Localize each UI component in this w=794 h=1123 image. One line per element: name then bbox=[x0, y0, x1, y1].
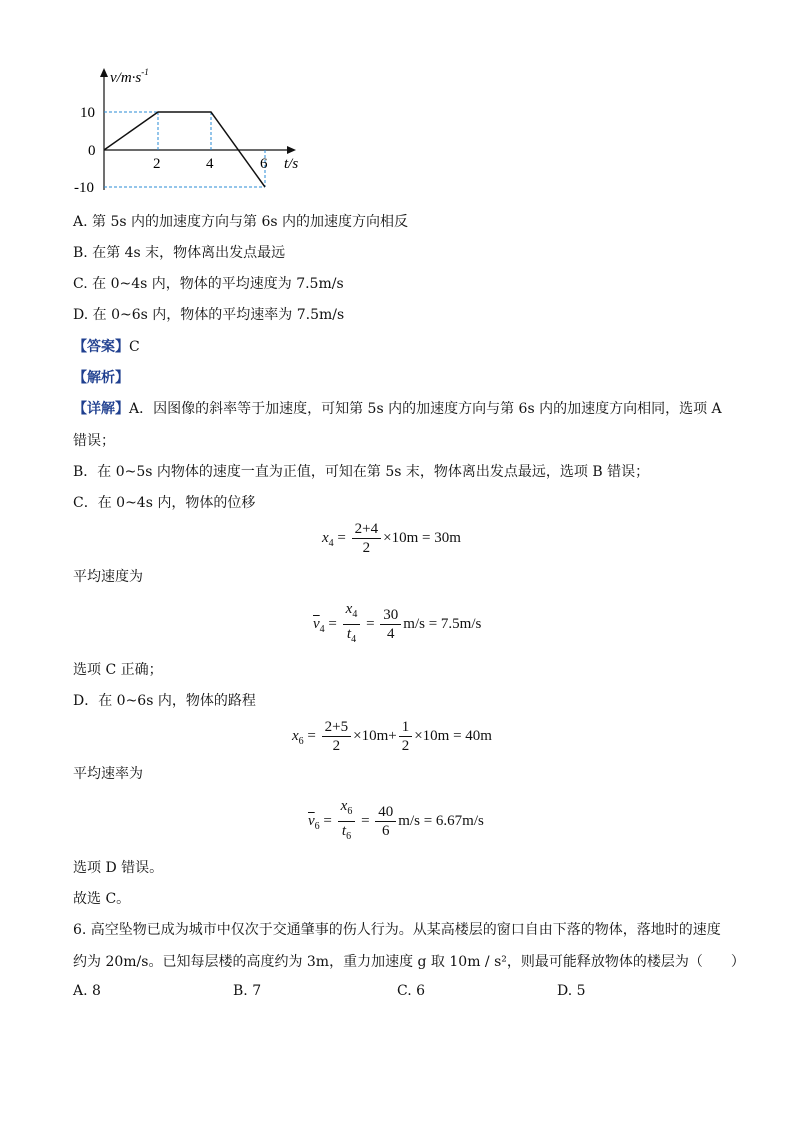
y-tick-minus10: -10 bbox=[74, 180, 94, 196]
analysis-tag: 【解析】 bbox=[73, 370, 129, 386]
option-d: D. 在 0~6s 内，物体的平均速率为 7.5m/s bbox=[73, 307, 345, 323]
option-a: A. 第 5s 内的加速度方向与第 6s 内的加速度方向相反 bbox=[73, 214, 408, 230]
detail-line-d-no: 选项 D 错误。 bbox=[73, 860, 164, 876]
answer-line bbox=[73, 337, 140, 357]
question6-line2: 约为 20m/s。已知每层楼的高度约为 3m，重力加速度 g 取 10m / s²，则最可能释放物体的楼层为（ ） bbox=[73, 954, 745, 970]
detail-line-a2: 错误； bbox=[73, 433, 115, 449]
x-tick-2: 2 bbox=[153, 156, 161, 172]
formula-displacement-4: $x_4$ = $\frac{2+4}{2}$ ×10m = 30m bbox=[322, 521, 461, 556]
x-axis-arrow bbox=[287, 146, 296, 154]
question6-option-d: D. 5 bbox=[557, 983, 586, 999]
option-b: B. 在第 4s 末，物体离出发点最远 bbox=[73, 245, 286, 261]
detail-text-a1: A．因图像的斜率等于加速度，可知第 5s 内的加速度方向与第 6s 内的加速度方向相同，选项 A bbox=[129, 401, 722, 417]
detail-line-d1: D．在 0~6s 内，物体的路程 bbox=[73, 693, 256, 709]
detail-line-pick: 故选 C。 bbox=[73, 891, 131, 907]
question6-line1: 6. 高空坠物已成为城市中仅次于交通肇事的伤人行为。从某高楼层的窗口自由下落的物体，落地时的速度 bbox=[73, 922, 721, 938]
x-tick-4: 4 bbox=[206, 156, 214, 172]
x-axis-label: t/s bbox=[284, 156, 299, 172]
detail-tag: 【详解】 bbox=[73, 401, 129, 417]
x-tick-6: 6 bbox=[260, 156, 268, 172]
formula-path-6: $x_6$ = $\frac{2+5}{2}$ ×10m+ $\frac{1}{2}$ ×10m = 40m bbox=[292, 719, 492, 754]
detail-line-c-avg: 平均速度为 bbox=[73, 569, 143, 585]
y-tick-10: 10 bbox=[80, 105, 95, 121]
velocity-time-graph bbox=[70, 62, 320, 202]
answer-tag: 【答案】 bbox=[73, 339, 129, 355]
detail-line-a1 bbox=[73, 399, 722, 419]
detail-line-c-ok: 选项 C 正确； bbox=[73, 662, 163, 678]
formula-avg-velocity-4: $\overline{v}_4$ = $\frac{x_4}{t_4}$ = $\frac{30}{4}$ m/s = 7.5m/s bbox=[313, 601, 482, 645]
question6-option-b: B. 7 bbox=[233, 983, 262, 999]
option-c: C. 在 0~4s 内，物体的平均速度为 7.5m/s bbox=[73, 276, 344, 292]
y-axis-label: $v/m\cdot s^{-1}$ bbox=[110, 67, 149, 86]
analysis-heading bbox=[73, 368, 129, 388]
formula-avg-speed-6: $\overline{v}_6$ = $\frac{x_6}{t_6}$ = $\frac{40}{6}$ m/s = 6.67m/s bbox=[308, 798, 484, 842]
detail-line-c1: C．在 0~4s 内，物体的位移 bbox=[73, 495, 256, 511]
detail-line-b: B．在 0~5s 内物体的速度一直为正值，可知在第 5s 末，物体离出发点最远，选项 B 错误； bbox=[73, 464, 650, 480]
question6-option-c: C. 6 bbox=[397, 983, 426, 999]
question6-option-a: A. 8 bbox=[73, 983, 101, 999]
y-axis-arrow bbox=[100, 68, 108, 77]
answer-value: C bbox=[129, 339, 140, 355]
y-tick-0: 0 bbox=[88, 143, 96, 159]
detail-line-d-avg: 平均速率为 bbox=[73, 766, 143, 782]
